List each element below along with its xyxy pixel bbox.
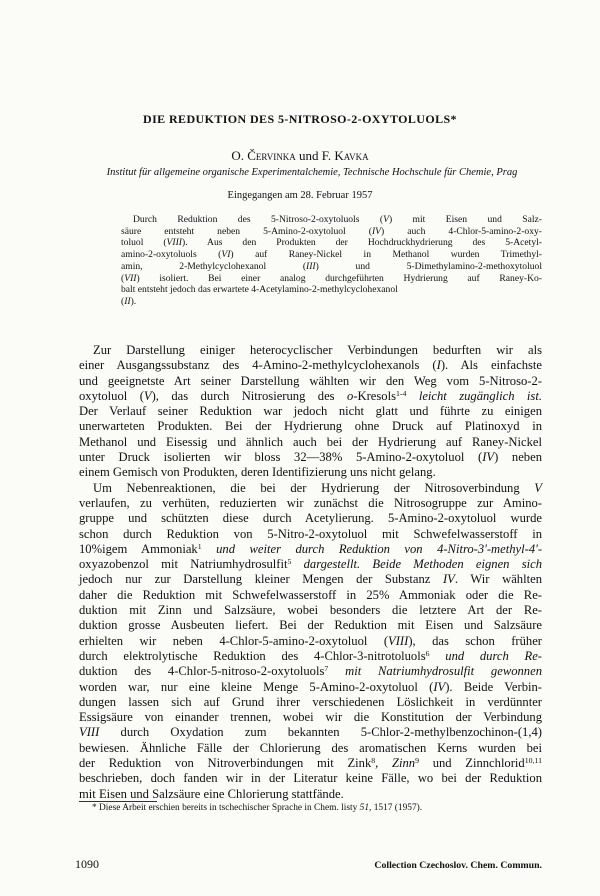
body-line — [79, 358, 542, 373]
text-run: amin, 2-Methylcyclohexanol ( — [121, 260, 307, 272]
abstract-line — [121, 273, 542, 285]
compound-label: VIII — [79, 725, 100, 740]
text-run: gruppe und schützten diese durch Acetylierung. 5-Amino-2-oxytoluol wurde — [79, 511, 542, 526]
text-run: . Wir wählten — [454, 572, 542, 587]
text-run: ). Aus den Produkten der Hochdruckhydrierung des 5-Acetyl- — [182, 237, 542, 249]
text-run: Zur Darstellung einiger heterocyclischer Verbindungen bedurften wir als — [93, 343, 542, 357]
body-line — [79, 511, 542, 526]
text-run: 10%igem Ammoniak — [79, 541, 198, 556]
compound-label: dargestellt. Beide Methoden eignen sich — [291, 557, 542, 572]
body-line — [79, 465, 542, 480]
text-run: durch Oxydation zum bekannten 5-Chlor-2-methylbenzochinon-(1,4) — [99, 725, 542, 740]
body-line — [79, 680, 542, 695]
citation-ref: 8 — [371, 756, 376, 766]
text-run: ( — [121, 272, 125, 284]
body-line — [79, 419, 542, 434]
text-run: ) auch 4-Chlor-5-amino-2-oxy- — [381, 225, 542, 237]
compound-label: VI — [221, 249, 231, 261]
text-run: und geeignetste Art seiner Darstellung wählten wir den Weg vom 5-Nitroso-2- — [79, 373, 542, 388]
text-run: ) isoliert. Bei einer analog durchgeführten Hydrierung auf Raney-Ko- — [136, 272, 542, 284]
abstract-line — [121, 226, 542, 238]
footnote-rule — [79, 801, 157, 802]
body-line — [79, 450, 542, 465]
footnote-rest: , 1517 (1957). — [369, 803, 423, 813]
body-line — [79, 572, 542, 587]
body-line — [79, 481, 542, 496]
text-run: durch elektrolytische Reduktion des 4-Chlor-3-nitrotoluols — [79, 648, 426, 663]
body-line — [79, 389, 542, 404]
text-run: ) mit Eisen und Salz- — [388, 214, 542, 225]
citation-ref: 1-4 — [395, 389, 407, 398]
text-run: unerwarteten Produkten. Bei der Hydrierung ohne Druck auf Platinoxyd in — [79, 419, 542, 434]
text-run: ) und 5-Dimethylamino-2-methoxytoluol — [315, 260, 542, 272]
compound-label: und durch Re- — [429, 648, 542, 663]
body-line — [79, 649, 542, 664]
text-run: oxyazobenzol mit Natriumhydrosulfit — [79, 557, 288, 572]
body-line — [79, 725, 542, 740]
body-line — [79, 588, 542, 603]
text-run: ). Als einfachste — [440, 358, 542, 373]
compound-label: II — [124, 295, 131, 307]
body-line — [79, 787, 542, 802]
citation-ref: 5 — [287, 557, 292, 567]
text-run: amino-2-oxytoluols ( — [121, 249, 222, 261]
text-run: Der Verlauf seiner Reduktion war jedoch nicht glatt und führte zu einigen — [79, 404, 542, 419]
body-line — [79, 695, 542, 710]
text-run: der Reduktion von Nitroverbindungen mit Zink — [79, 756, 372, 771]
text-run: ( — [121, 295, 125, 307]
article-title: DIE REDUKTION DES 5-NITROSO-2-OXYTOLUOLS* — [143, 112, 457, 126]
body-line — [79, 664, 542, 679]
body-line — [79, 435, 542, 450]
compound-label: V — [143, 388, 152, 403]
body-line — [79, 542, 542, 557]
body-line — [79, 771, 542, 786]
abstract-line — [121, 296, 542, 308]
journal-name: Collection Czechoslov. Chem. Commun. — [374, 860, 542, 871]
compound-label: VII — [124, 272, 137, 284]
footnote-text: Diese Arbeit erschien bereits in tschechischer Sprache in Chem. listy — [99, 803, 360, 813]
body-line — [79, 756, 542, 771]
text-run: beschrieben, doch fanden wir in der Literatur keine Fälle, wo bei der Reduktion — [79, 771, 542, 786]
compound-label: VIII — [388, 633, 409, 648]
body-line — [79, 741, 542, 756]
compound-label: o — [347, 388, 354, 403]
compound-label: III — [306, 260, 316, 272]
author-conjunction: und — [298, 148, 319, 163]
citation-ref: 7 — [324, 664, 329, 674]
text-run: jedoch nur zur Darstellung kleiner Mengen der Substanz — [79, 572, 443, 587]
text-run: duktion mit Zinn und Salzsäure, wobei besonders die letztere Art der Re- — [79, 603, 542, 618]
text-run: schon durch Reduktion von 5-Nitro-2-oxytoluol mit Schwefelwasserstoff in — [79, 526, 542, 541]
text-run: duktion des 4-Chlor-5-nitroso-2-oxytoluols — [79, 664, 325, 679]
body-line — [79, 343, 542, 358]
text-run: ). — [130, 295, 137, 307]
affiliation: Institut für allgemeine organische Experimentalchemie, Technische Hochschule für Chemie, Prag — [106, 167, 518, 178]
compound-label: IV — [371, 225, 382, 237]
body-line — [79, 557, 542, 572]
compound-label: IV — [442, 572, 455, 587]
text-run: Durch Reduktion des 5-Nitroso-2-oxytoluols ( — [133, 214, 384, 225]
footnote-volume: 51 — [359, 803, 370, 813]
body-line — [79, 634, 542, 649]
body-line — [79, 374, 542, 389]
compound-label: leicht zugänglich ist. — [406, 388, 542, 403]
text-run: einem Gemisch von Produkten, deren Identifizierung uns nicht gelang. — [79, 465, 436, 480]
text-run: und Zinnchlorid — [419, 756, 525, 771]
text-run: dungen lassen sich auf Grund ihrer verschiedenen Löslichkeit in verdünnter — [79, 694, 542, 709]
citation-ref: 10,11 — [524, 756, 542, 766]
text-run: Um Nebenreaktionen, die bei der Hydrierung der Nitrosoverbindung — [93, 480, 535, 495]
text-run: ), das schon früher — [408, 633, 542, 648]
compound-label: und weiter durch Reduktion von 4-Nitro-3'-methyl-4'- — [201, 541, 543, 556]
received-date: Eingegangen am 28. Februar 1957 — [227, 190, 373, 201]
author-1: O. Červinka — [231, 148, 296, 163]
body-line — [79, 527, 542, 542]
text-run: Essigsäure von einander trennen, wobei wir die Konstitution der Verbindung — [79, 710, 542, 725]
citation-ref: 6 — [425, 649, 430, 659]
text-run: oxytoluol ( — [79, 388, 144, 403]
citation-ref: 1 — [197, 541, 202, 551]
text-run: duktion grosse Ausbeuten liefert. Bei der Reduktion mit Eisen und Salzsäure — [79, 618, 542, 633]
compound-label: V — [383, 214, 389, 225]
body-text — [79, 343, 542, 802]
text-run: bewiesen. Ähnliche Fälle der Chlorierung des aromatischen Kerns wurden bei — [79, 740, 542, 755]
body-line — [79, 710, 542, 725]
abstract-line — [121, 237, 542, 249]
text-run: erhielten wir neben 4-Chlor-5-amino-2-oxytoluol ( — [79, 633, 389, 648]
page-number: 1090 — [75, 857, 99, 871]
text-run: ). Beide Verbin- — [445, 679, 542, 694]
compound-label: IV — [482, 450, 495, 465]
compound-label: mit Natriumhydrosulfit gewonnen — [328, 664, 542, 679]
footnote-mark: * — [92, 803, 97, 813]
author-2: F. Kavka — [321, 148, 369, 163]
text-run: Methanol und Eisessig und ähnlich auch bei der Hydrierung auf Raney-Nickel — [79, 434, 542, 449]
abstract-line — [121, 261, 542, 273]
abstract-line — [121, 214, 542, 226]
text-run: ) neben — [494, 450, 542, 465]
body-line — [79, 603, 542, 618]
text-run: verlaufen, zu verhüten, reduzierten wir zunächst die Nitrosogruppe zur Amino- — [79, 495, 542, 510]
text-run: worden war, nur eine kleine Menge 5-Amino-2-oxytoluol ( — [79, 679, 434, 694]
text-run: -Kresols — [353, 388, 396, 403]
abstract-line — [121, 249, 542, 261]
text-run: unter Druck isolierten wir bloss 32—38% 5-Amino-2-oxytoluol ( — [79, 450, 483, 465]
text-run: einer Ausgangssubstanz des 4-Amino-2-methylcyclohexanols ( — [79, 358, 437, 373]
compound-label: I — [436, 358, 441, 373]
text-run: daher die Reduktion mit Schwefelwasserstoff in 25% Ammoniak oder die Re- — [79, 587, 542, 602]
text-run: balt entsteht jedoch das erwartete 4-Acetylamino-2-methylcyclohexanol — [121, 284, 398, 296]
authors — [0, 148, 600, 164]
compound-label: IV — [433, 679, 446, 694]
abstract — [121, 214, 542, 308]
citation-ref: 9 — [415, 756, 420, 766]
body-line — [79, 496, 542, 511]
body-line — [79, 618, 542, 633]
text-run: mit Eisen und Salzsäure eine Chlorierung stattfände. — [79, 786, 344, 801]
text-run: toluol ( — [121, 237, 167, 249]
body-line — [79, 404, 542, 419]
footnote — [92, 803, 542, 813]
text-run: säure entsteht neben 5-Amino-2-oxytoluol ( — [121, 225, 372, 237]
text-run: ), das durch Nitrosierung des — [151, 388, 348, 403]
text-run: ) auf Raney-Nickel in Methanol wurden Trimethyl- — [230, 249, 542, 261]
compound-label: VIII — [166, 237, 182, 249]
compound-label: V — [534, 480, 542, 495]
compound-label: , Zinn — [375, 756, 416, 771]
abstract-line — [121, 284, 542, 296]
